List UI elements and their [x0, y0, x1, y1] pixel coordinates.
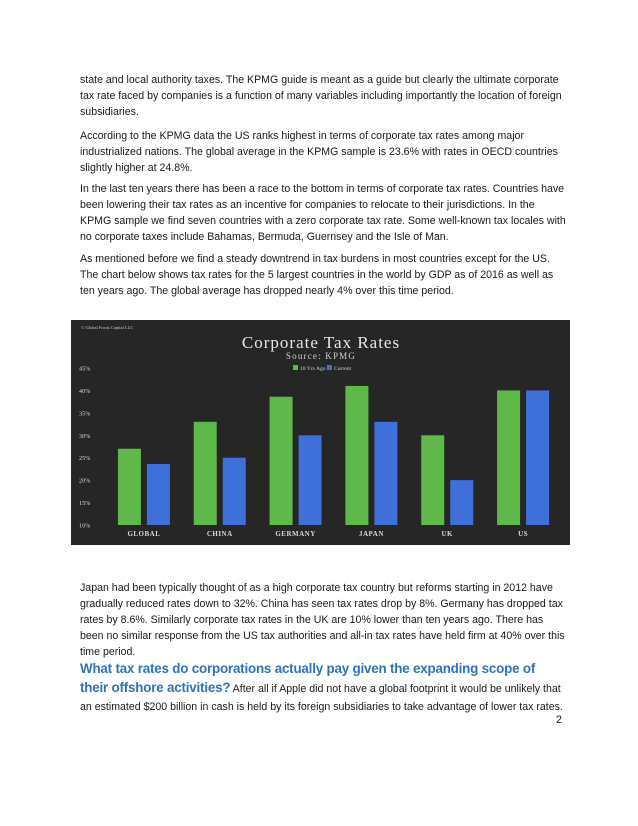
page-number: 2 [556, 714, 562, 726]
section-paragraph [80, 660, 566, 716]
chart-legend [293, 365, 352, 372]
bar-global-current [147, 464, 170, 525]
bar-japan-ten-years-ago [345, 386, 368, 525]
x-tick-label: JAPAN [358, 530, 384, 538]
y-axis [79, 366, 90, 530]
y-tick-label: 35% [79, 410, 91, 418]
tax-rate-chart [71, 320, 570, 545]
legend-swatch [293, 365, 298, 370]
chart-bars [118, 386, 549, 525]
paragraph-5: Japan had been typically thought of as a high corporate tax country but reforms starting in 2012 have gradually reduced rates down to 32%. China has seen tax rates drop by 8%. Germany has dropped tax rates by 8.6%. Similarly corporate tax rates in the UK are 10% lower than ten years ago. There has been no similar response from the US tax authorities and all-in tax rates have held firm at 40% over this time period. [80, 582, 565, 658]
paragraph-2: According to the KPMG data the US ranks highest in terms of corporate tax rates among major industrialized nations. The global average in the KPMG sample is 23.6% with rates in OECD countries slightly higher at 24.8%. [80, 130, 558, 174]
chart-subtitle: Source: KPMG [285, 351, 357, 361]
bar-japan-current [374, 422, 397, 525]
section-body: After all if Apple did not have a global footprint it would be unlikely that an estimated $200 billion in cash is held by its foreign subsidiaries to take advantage of lower tax rates. [80, 683, 563, 713]
paragraph-4: As mentioned before we find a steady downtrend in tax burdens in most countries except for the US. The chart below shows tax rates for the 5 largest countries in the world by GDP as of 2016 as well as ten years ago. The global average has dropped nearly 4% over this time period. [80, 253, 554, 297]
bar-china-ten-years-ago [194, 422, 217, 525]
y-tick-label: 40% [79, 387, 91, 395]
x-tick-label: CHINA [206, 530, 233, 538]
chart-watermark: © Global Focus Capital LLC [81, 325, 134, 330]
legend-label: 10 Yrs Ago [300, 366, 326, 372]
x-tick-label: US [518, 530, 529, 538]
y-tick-label: 25% [79, 455, 91, 463]
chart-title: Corporate Tax Rates [241, 333, 401, 352]
bar-germany-ten-years-ago [270, 397, 293, 525]
paragraph-1: state and local authority taxes. The KPMG guide is meant as a guide but clearly the ultimate corporate tax rate faced by companies is a function of many variables including importantly the location of foreign subsidiaries. [80, 74, 562, 118]
y-tick-label: 20% [79, 477, 91, 485]
x-tick-label: GLOBAL [127, 530, 161, 538]
y-tick-label: 10% [79, 522, 91, 530]
y-tick-label: 45% [79, 365, 91, 373]
bar-uk-current [450, 480, 473, 525]
x-axis [127, 530, 528, 538]
legend-swatch [327, 365, 332, 370]
x-tick-label: UK [441, 530, 453, 538]
legend-label: Current [334, 366, 352, 372]
section-heading: What tax rates do corporations actually pay given the expanding scope of their offshore activities? [80, 661, 536, 695]
bar-china-current [223, 458, 246, 525]
bar-global-ten-years-ago [118, 449, 141, 525]
bar-us-current [526, 390, 549, 525]
bar-us-ten-years-ago [497, 390, 520, 525]
bar-germany-current [299, 435, 322, 525]
bar-uk-ten-years-ago [421, 435, 444, 525]
paragraph-3: In the last ten years there has been a race to the bottom in terms of corporate tax rates. Countries have been lowering their tax rates as an incentive for companies to relocate to their jurisdictions. In the KPMG sample we find seven countries with a zero corporate tax rate. Some well-known tax locales with no corporate taxes include Bahamas, Bermuda, Guernsey and the Isle of Man. [80, 183, 566, 243]
y-tick-label: 30% [79, 432, 91, 440]
y-tick-label: 15% [79, 500, 91, 508]
x-tick-label: GERMANY [275, 530, 316, 538]
chart-svg [71, 320, 570, 545]
